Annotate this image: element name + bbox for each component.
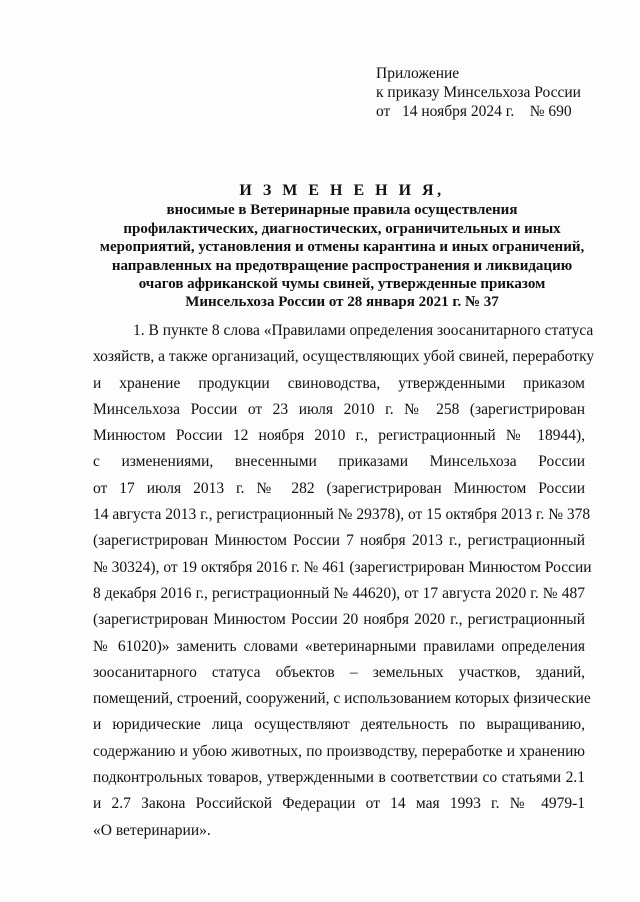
body-line: и 2.7 Закона Российской Федерации от 14 мая 1993 г. № 4979-1	[93, 795, 585, 813]
body-line: Минсельхоза России от 23 июля 2010 г. № 258 (зарегистрирован	[93, 400, 585, 418]
body-line: 8 декабря 2016 г., регистрационный № 44620), от 17 августа 2020 г. № 487	[93, 584, 585, 602]
body-line: «О ветеринарии».	[93, 821, 211, 839]
heading-line: направленных на предотвращение распространения и ликвидацию	[111, 257, 573, 274]
heading-line: профилактических, диагностических, ограничительных и иных	[123, 220, 561, 237]
appendix-order-date-number: от 14 ноября 2024 г. № 690	[376, 103, 572, 120]
body-line: № 30324), от 19 октября 2016 г. № 461 (зарегистрирован Минюстом России	[93, 558, 592, 576]
body-line: и юридические лица осуществляют деятельность по выращиванию,	[93, 716, 585, 734]
body-line: Минюстом России 12 ноября 2010 г., регистрационный № 18944),	[93, 427, 585, 445]
heading-line: вносимые в Ветеринарные правила осуществления	[166, 202, 518, 219]
body-line: с изменениями, внесенными приказами Минсельхоза России	[93, 453, 585, 471]
body-paragraph	[93, 318, 595, 844]
body-line: (зарегистрирован Минюстом России 7 ноября 2013 г., регистрационный	[93, 532, 585, 550]
body-line: от 17 июля 2013 г. № 282 (зарегистрирован Минюстом России	[93, 479, 585, 497]
appendix-block	[376, 64, 581, 121]
body-line: подконтрольных товаров, утвержденными в соответствии со статьями 2.1	[93, 769, 585, 787]
heading-line: очагов африканской чумы свиней, утвержденные приказом	[138, 276, 546, 293]
body-line: 14 августа 2013 г., регистрационный № 29378), от 15 октября 2013 г. № 378	[93, 506, 591, 524]
appendix-order-ref: к приказу Минсельхоза России	[376, 84, 581, 101]
body-line: № 61020)» заменить словами «ветеринарными правилами определения	[93, 637, 585, 655]
document-heading	[92, 182, 592, 312]
body-line: 1. В пункте 8 слова «Правилами определения зоосанитарного статуса	[133, 322, 594, 339]
body-line: зоосанитарного статуса объектов – земельных участков, зданий,	[93, 663, 585, 681]
body-line: (зарегистрирован Минюстом России 20 ноября 2020 г., регистрационный	[93, 611, 585, 629]
body-line: и хранение продукции свиноводства, утвержденными приказом	[93, 374, 585, 392]
heading-line: мероприятий, установления и отмены карантина и иных ограничений,	[99, 239, 585, 256]
body-line: хозяйств, а также организаций, осуществляющих убой свиней, переработку	[93, 348, 595, 366]
appendix-label: Приложение	[376, 65, 460, 82]
body-line: помещений, строений, сооружений, с использованием которых физические	[93, 690, 591, 708]
heading-line: Минсельхоза России от 28 января 2021 г. № 37	[185, 294, 499, 311]
heading-title: И З М Е Н Е Н И Я,	[239, 182, 445, 199]
body-line: содержанию и убою животных, по производству, переработке и хранению	[93, 742, 585, 760]
